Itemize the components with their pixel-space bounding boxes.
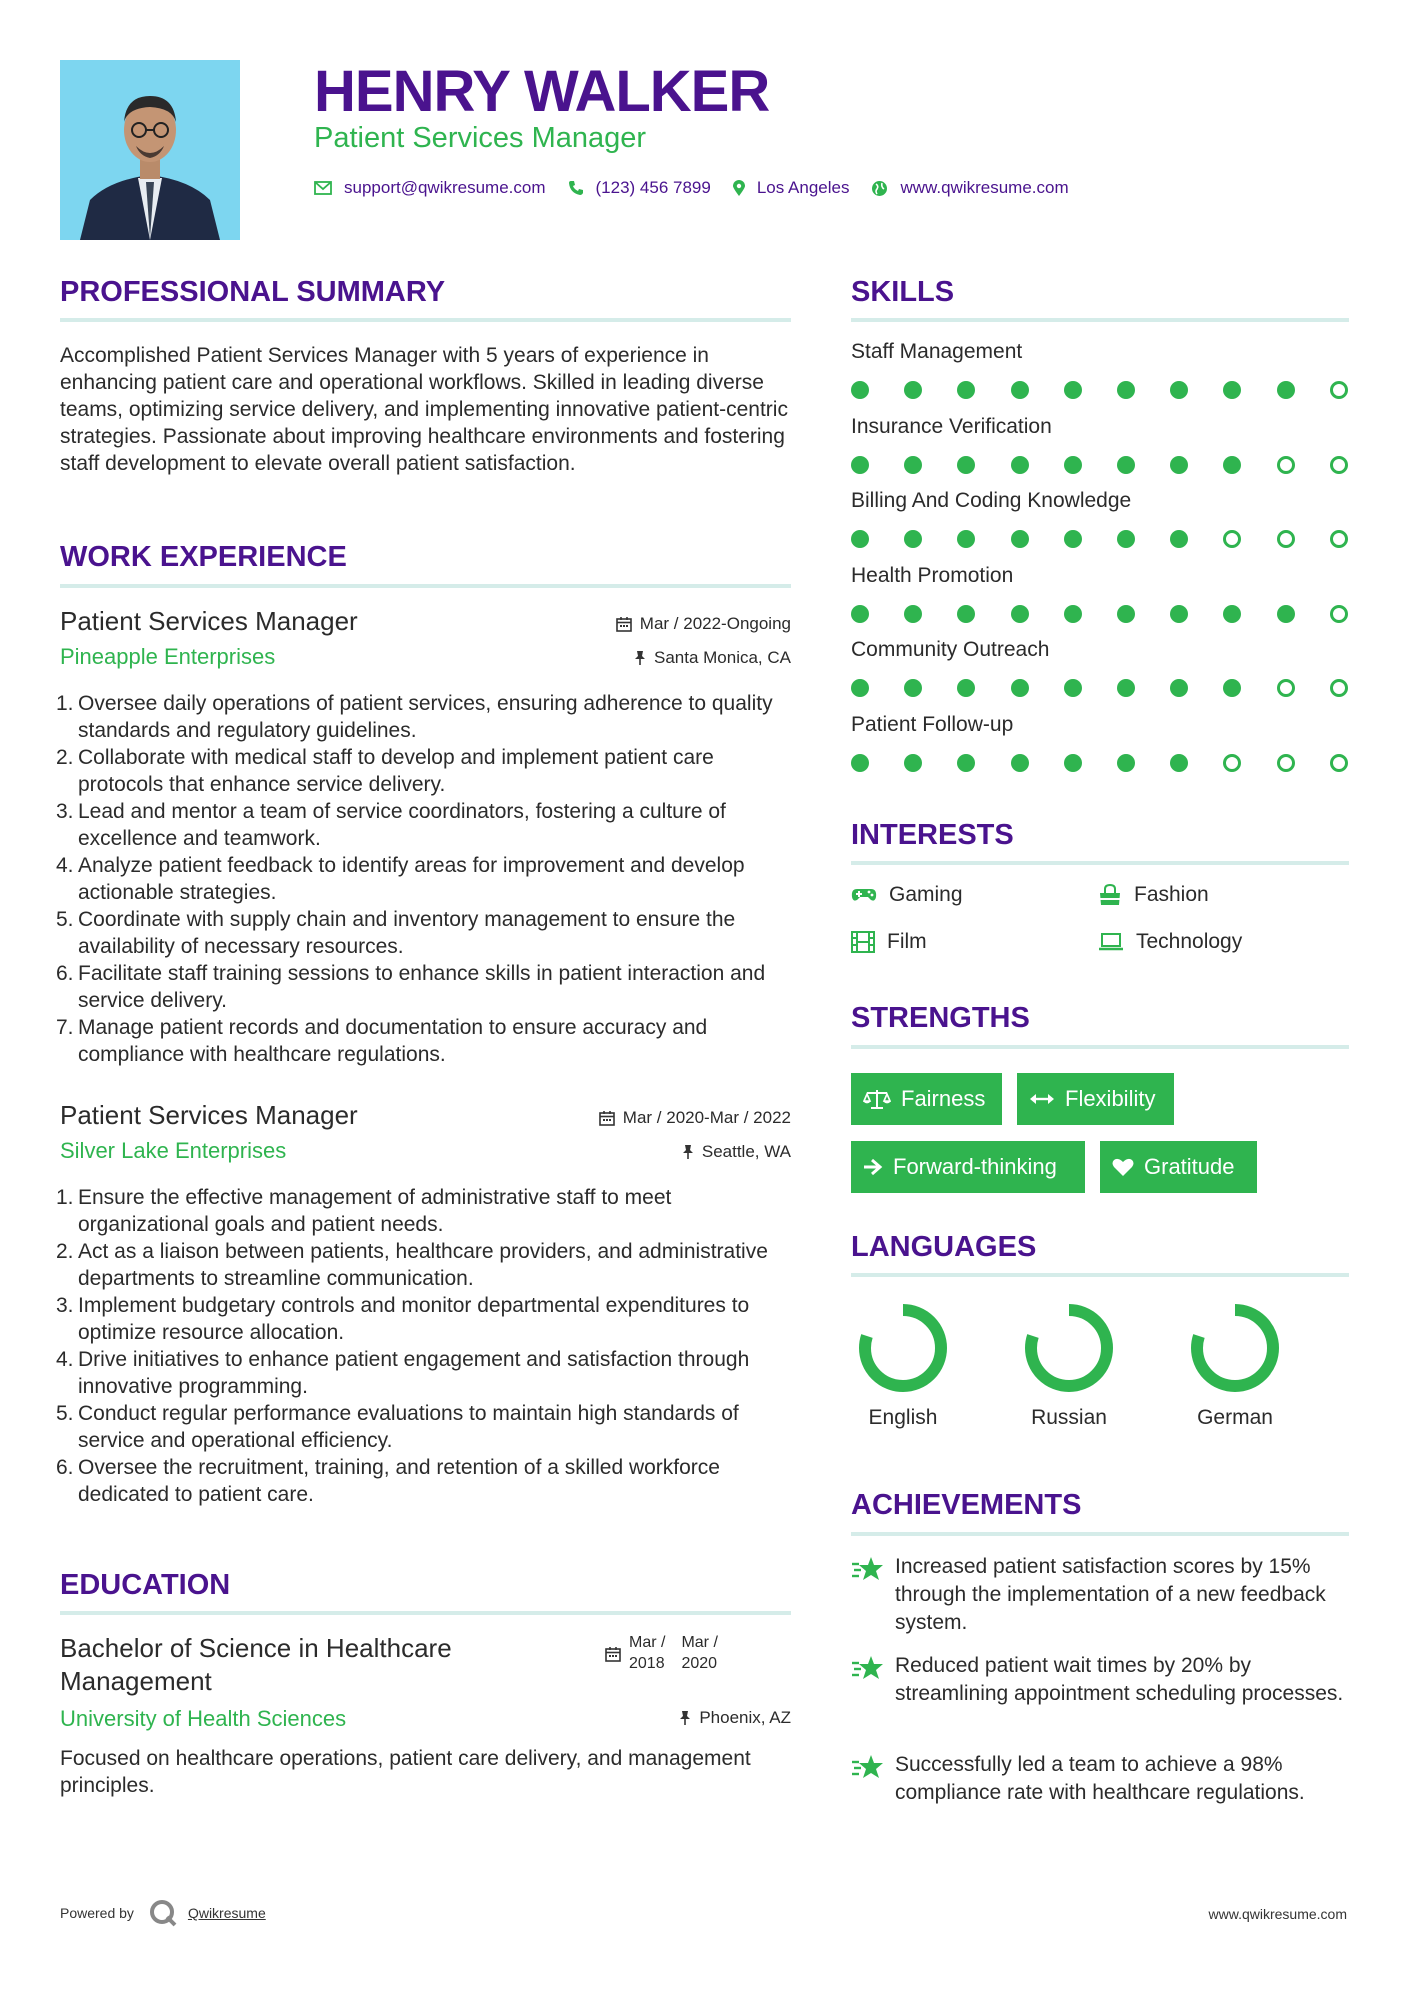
skill-dot-filled: [1064, 605, 1082, 623]
language-level-ring: [1187, 1300, 1283, 1396]
job-location: [682, 1142, 791, 1162]
interest-fashion: [1098, 883, 1209, 907]
skill-rating: [851, 379, 1349, 401]
footer-powered-by: [60, 1898, 266, 1928]
calendar-icon: [605, 1632, 621, 1674]
phone-icon: [568, 180, 584, 196]
skill-dot-empty: [1223, 754, 1241, 772]
strength-label: Forward-thinking: [893, 1154, 1057, 1179]
skill-name: Billing And Coding Knowledge: [851, 489, 1132, 512]
skill-name: Insurance Verification: [851, 414, 1052, 438]
bullet-text: Conduct regular performance evaluations to maintain high standards of service and operational efficiency.: [78, 1402, 739, 1452]
skill-dot-filled: [1170, 605, 1188, 623]
strengths-heading: STRENGTHS: [851, 1002, 1030, 1034]
education-school: University of Health Sciences: [60, 1706, 347, 1731]
job-bullet: [56, 690, 800, 744]
skill-dot-filled: [1170, 381, 1188, 399]
skill-dot-filled: [1170, 679, 1188, 697]
profile-photo: [60, 60, 240, 240]
strength-gratitude: [1100, 1141, 1257, 1193]
powered-by-text: Powered by: [60, 1905, 134, 1921]
skill-dot-filled: [957, 754, 975, 772]
skill-dot-empty: [1277, 754, 1295, 772]
skill-dot-filled: [1277, 381, 1295, 399]
shopping-bag-icon: [1098, 884, 1122, 906]
language-name: Russian: [1031, 1406, 1107, 1429]
language-item: [1014, 1300, 1124, 1430]
skill-name: Community Outreach: [851, 638, 1050, 661]
bullet-text: Implement budgetary controls and monitor departmental expenditures to optimize resource allocation.: [78, 1294, 750, 1344]
strength-label: Fairness: [901, 1086, 986, 1111]
language-item: [1180, 1300, 1290, 1430]
footer-website[interactable]: www.qwikresume.com: [1208, 1906, 1347, 1922]
skill-dot-filled: [1223, 679, 1241, 697]
skill-dot-filled: [851, 754, 869, 772]
skill-dot-empty: [1330, 754, 1348, 772]
education-location-text: Phoenix, AZ: [699, 1708, 791, 1727]
skill-dot-filled: [1011, 530, 1029, 548]
education-description: Focused on healthcare operations, patient care delivery, and management principles.: [60, 1747, 751, 1797]
skill-rating: [851, 528, 1349, 550]
language-level-ring: [855, 1300, 951, 1396]
skill-dot-filled: [851, 456, 869, 474]
bullet-text: Coordinate with supply chain and inventory management to ensure the availability of necessary resources.: [78, 908, 736, 958]
job-entry-1: [60, 606, 791, 676]
language-level-arc: [865, 1310, 941, 1386]
bullet-text: Manage patient records and documentation to ensure accuracy and compliance with healthcare regulations.: [78, 1016, 708, 1066]
interest-label: Gaming: [889, 883, 963, 906]
job-role: Patient Services Manager: [60, 606, 358, 636]
shooting-star-icon: [851, 1553, 895, 1637]
education-start-year: 2018: [629, 1655, 665, 1672]
skill-dot-filled: [904, 456, 922, 474]
job-date-text: Mar / 2022-Ongoing: [639, 614, 791, 633]
bullet-number: 4.: [56, 854, 74, 877]
skill-rating: [851, 454, 1349, 476]
skill-dot-filled: [851, 605, 869, 623]
bullet-text: Ensure the effective management of administrative staff to meet organizational goals and patient needs.: [78, 1186, 672, 1236]
shooting-star-icon: [851, 1751, 895, 1807]
skill-dot-filled: [1223, 605, 1241, 623]
job-bullet: [56, 1184, 800, 1238]
skills-heading: SKILLS: [851, 276, 955, 308]
pushpin-icon: [634, 650, 646, 666]
job-bullet: [56, 798, 800, 852]
bullet-text: Act as a liaison between patients, healthcare providers, and administrative departments to streamline communication.: [78, 1240, 768, 1290]
interest-label: Film: [887, 930, 927, 953]
education-end: [681, 1632, 717, 1674]
bullet-number: 5.: [56, 908, 74, 931]
bullet-text: Lead and mentor a team of service coordinators, fostering a culture of excellence and teamwork.: [78, 800, 726, 850]
bullet-text: Analyze patient feedback to identify areas for improvement and develop actionable strategies.: [78, 854, 745, 904]
laptop-icon: [1098, 932, 1124, 952]
job-2-bullets: [56, 1184, 800, 1508]
job-1-bullets: [56, 690, 800, 1068]
interests-rule: [851, 861, 1349, 865]
education-start: [629, 1632, 665, 1674]
job-bullet: [56, 1014, 800, 1068]
education-rule: [60, 1611, 791, 1615]
summary-text: Accomplished Patient Services Manager with 5 years of experience in enhancing patient care and operational workflows. Skilled in leading diverse teams, optimizing service delivery, and implementing innovative patient-centric strategies. Passionate about improving healthcare environments and fostering staff development to elevate overall patient satisfaction.: [60, 344, 788, 475]
contact-location: Los Angeles: [756, 178, 850, 197]
skill-dot-filled: [1064, 754, 1082, 772]
achievement-text: Successfully led a team to achieve a 98% compliance rate with healthcare regulations.: [895, 1753, 1305, 1804]
achievements-heading: ACHIEVEMENTS: [851, 1489, 1082, 1521]
skill-dot-empty: [1330, 605, 1348, 623]
skill-dot-filled: [851, 530, 869, 548]
skill-dot-filled: [1011, 754, 1029, 772]
skill-dot-filled: [1117, 381, 1135, 399]
skill-dot-filled: [904, 679, 922, 697]
job-company: Silver Lake Enterprises: [60, 1138, 287, 1163]
arrow-right-icon: [863, 1158, 883, 1176]
strength-fairness: [851, 1073, 1002, 1125]
skill-dot-filled: [1117, 754, 1135, 772]
strength-flexibility: [1017, 1073, 1174, 1125]
skill-dot-filled: [1277, 605, 1295, 623]
achievements-rule: [851, 1532, 1349, 1536]
achievement-item: [851, 1751, 1351, 1807]
job-entry-2: [60, 1100, 791, 1170]
skill-name: Staff Management: [851, 340, 1023, 363]
skill-dot-filled: [1117, 679, 1135, 697]
skill-name: Patient Follow-up: [851, 712, 1014, 736]
scale-icon: [863, 1088, 891, 1110]
candidate-name: HENRY WALKER: [314, 59, 770, 124]
pushpin-icon: [682, 1144, 694, 1160]
calendar-icon: [616, 616, 632, 632]
calendar-icon: [599, 1110, 615, 1126]
strength-label: Flexibility: [1065, 1086, 1156, 1111]
film-icon: [851, 931, 875, 953]
job-bullet: [56, 1346, 800, 1400]
gamepad-icon: [851, 887, 877, 903]
language-name: English: [868, 1406, 938, 1429]
skill-dot-filled: [1011, 381, 1029, 399]
bullet-number: 2.: [56, 746, 74, 769]
job-location: [634, 648, 791, 668]
skill-dot-filled: [957, 530, 975, 548]
summary-rule: [60, 318, 791, 322]
skill-dot-filled: [1223, 456, 1241, 474]
skill-dot-filled: [957, 605, 975, 623]
skill-dot-empty: [1277, 456, 1295, 474]
bullet-number: 2.: [56, 1240, 74, 1263]
experience-heading: WORK EXPERIENCE: [60, 541, 347, 573]
interest-label: Technology: [1136, 930, 1243, 953]
job-bullet: [56, 1292, 800, 1346]
skill-dot-filled: [1064, 679, 1082, 697]
skill-dot-empty: [1330, 456, 1348, 474]
skill-dot-filled: [904, 381, 922, 399]
job-location-text: Seattle, WA: [701, 1142, 791, 1161]
languages-rule: [851, 1273, 1349, 1277]
skill-dot-empty: [1330, 381, 1348, 399]
skill-rating: [851, 752, 1349, 774]
skill-dot-filled: [1170, 530, 1188, 548]
achievement-item: [851, 1553, 1351, 1637]
bullet-text: Facilitate staff training sessions to enhance skills in patient interaction and service delivery.: [78, 962, 766, 1012]
language-level-arc: [1197, 1310, 1273, 1386]
skill-dot-filled: [1117, 456, 1135, 474]
contact-phone[interactable]: (123) 456 7899: [595, 178, 711, 197]
language-name: German: [1197, 1406, 1273, 1429]
bullet-number: 3.: [56, 800, 74, 823]
job-company: Pineapple Enterprises: [60, 644, 276, 669]
skill-dot-empty: [1277, 679, 1295, 697]
job-role: Patient Services Manager: [60, 1100, 358, 1130]
qwikresume-logo-icon: [148, 1898, 178, 1928]
education-degree: Bachelor of Science in Healthcare Management: [60, 1633, 452, 1696]
job-bullet: [56, 960, 800, 1014]
education-start-month: Mar /: [629, 1634, 666, 1651]
strength-forward-thinking: [851, 1141, 1085, 1193]
skill-dot-filled: [1064, 530, 1082, 548]
achievement-text: Increased patient satisfaction scores by 15% through the implementation of a new feedback system.: [895, 1555, 1326, 1634]
bullet-text: Oversee daily operations of patient services, ensuring adherence to quality standards and regulatory guidelines.: [78, 692, 773, 742]
skill-dot-filled: [1170, 754, 1188, 772]
job-date: [616, 614, 791, 634]
contact-website[interactable]: www.qwikresume.com: [900, 178, 1069, 197]
skill-name: Health Promotion: [851, 563, 1014, 587]
job-bullet: [56, 1400, 800, 1454]
interest-film: [851, 930, 927, 954]
skill-dot-filled: [1011, 679, 1029, 697]
skill-dot-filled: [1064, 381, 1082, 399]
bullet-number: 3.: [56, 1294, 74, 1317]
skill-dot-empty: [1330, 679, 1348, 697]
job-date: [599, 1108, 791, 1128]
bullet-text: Collaborate with medical staff to develop and implement patient care protocols that enhance service delivery.: [78, 746, 714, 796]
language-level-arc: [1031, 1310, 1107, 1386]
qwikresume-link[interactable]: Qwikresume: [187, 1905, 266, 1921]
job-bullet: [56, 1238, 800, 1292]
contact-row: [314, 178, 1091, 198]
skill-dot-filled: [1064, 456, 1082, 474]
job-bullet: [56, 906, 800, 960]
job-date-text: Mar / 2020-Mar / 2022: [622, 1108, 791, 1127]
bullet-number: 4.: [56, 1348, 74, 1371]
interests-heading: INTERESTS: [851, 819, 1014, 851]
envelope-icon: [314, 181, 332, 195]
language-item: [848, 1300, 958, 1430]
skill-dot-filled: [1011, 605, 1029, 623]
education-end-year: 2020: [681, 1655, 718, 1672]
skill-dot-filled: [1117, 605, 1135, 623]
skill-dot-empty: [1330, 530, 1348, 548]
bullet-number: 1.: [56, 692, 74, 715]
achievement-text: Reduced patient wait times by 20% by streamlining appointment scheduling processes.: [895, 1654, 1344, 1705]
candidate-title: Patient Services Manager: [314, 122, 647, 154]
education-end-month: Mar /: [681, 1634, 718, 1651]
bullet-number: 1.: [56, 1186, 74, 1209]
skill-dot-filled: [1223, 381, 1241, 399]
skill-dot-filled: [957, 679, 975, 697]
education-location: [679, 1708, 791, 1728]
experience-rule: [60, 584, 791, 588]
achievement-item: [851, 1652, 1351, 1708]
skill-dot-filled: [851, 679, 869, 697]
map-marker-icon: [733, 180, 745, 197]
skill-dot-empty: [1277, 530, 1295, 548]
skill-rating: [851, 603, 1349, 625]
interest-label: Fashion: [1134, 883, 1209, 906]
job-bullet: [56, 852, 800, 906]
job-location-text: Santa Monica, CA: [653, 648, 791, 667]
bullet-number: 6.: [56, 1456, 74, 1479]
strengths-rule: [851, 1045, 1349, 1049]
education-heading: EDUCATION: [60, 1569, 231, 1601]
globe-icon: [871, 180, 888, 197]
bullet-number: 7.: [56, 1016, 74, 1039]
summary-heading: PROFESSIONAL SUMMARY: [60, 276, 446, 308]
strength-label: Gratitude: [1144, 1154, 1235, 1179]
interest-technology: [1098, 930, 1242, 954]
skill-dot-filled: [851, 381, 869, 399]
bullet-text: Drive initiatives to enhance patient engagement and satisfaction through innovative programming.: [78, 1348, 750, 1398]
education-dates: [605, 1632, 734, 1674]
skill-dot-filled: [1170, 456, 1188, 474]
skill-dot-filled: [1117, 530, 1135, 548]
skills-rule: [851, 318, 1349, 322]
skill-dot-filled: [957, 456, 975, 474]
pushpin-icon: [679, 1710, 691, 1726]
bullet-number: 6.: [56, 962, 74, 985]
skill-dot-empty: [1223, 530, 1241, 548]
bullet-number: 5.: [56, 1402, 74, 1425]
job-bullet: [56, 1454, 800, 1508]
skill-dot-filled: [904, 605, 922, 623]
job-bullet: [56, 744, 800, 798]
skill-dot-filled: [1011, 456, 1029, 474]
interest-gaming: [851, 883, 963, 907]
skill-dot-filled: [904, 530, 922, 548]
shooting-star-icon: [851, 1652, 895, 1708]
heart-icon: [1112, 1157, 1134, 1177]
arrows-horizontal-icon: [1029, 1092, 1055, 1106]
skill-dot-filled: [957, 381, 975, 399]
skill-dot-filled: [904, 754, 922, 772]
contact-email[interactable]: support@qwikresume.com: [344, 178, 546, 197]
bullet-text: Oversee the recruitment, training, and retention of a skilled workforce dedicated to patient care.: [78, 1456, 720, 1506]
language-level-ring: [1021, 1300, 1117, 1396]
skill-rating: [851, 677, 1349, 699]
languages-heading: LANGUAGES: [851, 1231, 1037, 1263]
